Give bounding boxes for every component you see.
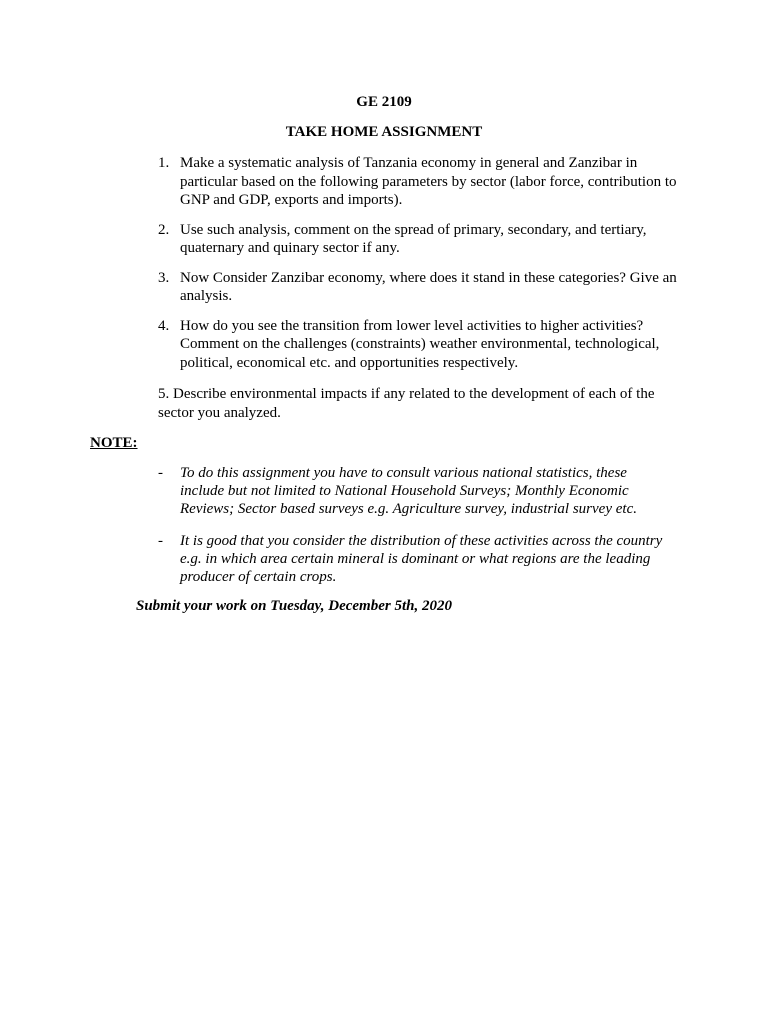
question-text: Make a systematic analysis of Tanzania economy in general and Zanzibar in particular based on the following parameters by sector (labor force, contribution to GNP and GDP, exports and imports). bbox=[180, 155, 677, 208]
question-number: 3. bbox=[158, 269, 170, 286]
note-item bbox=[158, 532, 670, 587]
course-code: GE 2109 bbox=[356, 94, 412, 110]
question-number: 4. bbox=[158, 317, 170, 334]
note-text: To do this assignment you have to consult various national statistics, these include but not limited to National Household Surveys; Monthly Economic Reviews; Sector based surveys e.g. Agriculture survey, industrial survey etc. bbox=[180, 465, 637, 518]
question-item bbox=[158, 221, 678, 258]
question-text: Use such analysis, comment on the spread of primary, secondary, and tertiary, quaternary and quinary sector if any. bbox=[180, 221, 647, 256]
question-item bbox=[158, 154, 678, 210]
note-list bbox=[158, 464, 670, 599]
question-list bbox=[158, 154, 678, 383]
note-text: It is good that you consider the distribution of these activities across the country e.g. in which area certain mineral is dominant or what regions are the leading producer of certain crops. bbox=[180, 532, 663, 586]
question-text: How do you see the transition from lower level activities to higher activities? Comment on the challenges (constraints) weather environmental, technological, political, economical etc. and opportunities respectively. bbox=[180, 317, 660, 371]
question-number: 1. bbox=[158, 155, 170, 171]
assignment-title: TAKE HOME ASSIGNMENT bbox=[285, 124, 483, 140]
question-text: Now Consider Zanzibar economy, where does it stand in these categories? Give an analysis. bbox=[180, 269, 677, 304]
note-item bbox=[158, 464, 670, 519]
note-bullet: - bbox=[158, 465, 163, 481]
note-bullet: - bbox=[158, 532, 163, 549]
question-5: 5. Describe environmental impacts if any related to the development of each of the sector you analyzed. bbox=[158, 386, 655, 421]
question-number: 2. bbox=[158, 221, 170, 238]
question-item bbox=[158, 269, 678, 306]
submission-deadline: Submit your work on Tuesday, December 5th, 2020 bbox=[136, 598, 452, 614]
question-item bbox=[158, 317, 678, 373]
note-heading: NOTE: bbox=[90, 435, 138, 451]
